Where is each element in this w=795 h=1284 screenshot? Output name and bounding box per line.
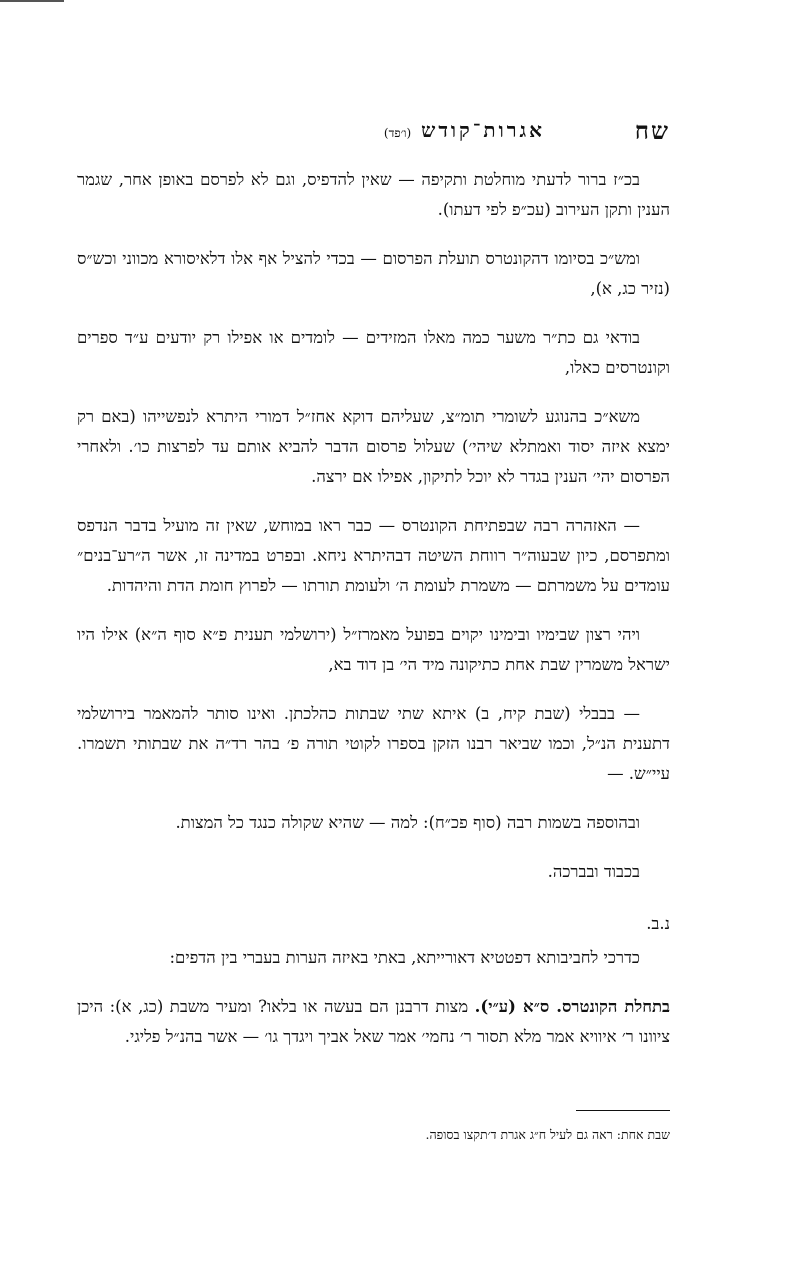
running-title	[384, 118, 545, 143]
paragraph: משא״כ בהנוגע לשומרי תומ״צ, שעליהם דוקא אחז״ל דמורי היתרא לנפשייהו (באם רק ימצא איזה יסוד ואמתלא שיהי׳) שעלול פרסום הדבר להביא אותם עד לפרצות כו׳. ולאחרי הפרסום יהי׳ הענין בגדר לא יוכל לתיקון, אפילו אם ירצה.	[77, 407, 670, 486]
paragraph: ויהי רצון שבימיו ובימינו יקוים בפועל מאמרז״ל (ירושלמי תענית פ״א סוף ה״א) אילו היו ישראל משמרין שבת אחת כתיקונה מיד הי׳ בן דוד בא,	[77, 625, 670, 674]
paragraph: — האזהרה רבה שבפתיחת הקונטרס — כבר ראו במוחש, שאין זה מועיל בדבר הנדפס ומתפרסם, כיון שבעוה״ר רווחת השיטה דבהיתרא ניחא. ובפרט במדינה זו, אשר ה״רע־בנים״ עומדים על משמרתם — משמרת לעומת ה׳ ולעומת תורתו — לפרוץ חומת הדת והיהדות.	[77, 516, 670, 595]
closing-salutation: בכבוד ובברכה.	[547, 862, 640, 881]
postscript-intro: כדרכי לחביבותא דפטטיא דאורייתא, באתי באיזה הערות בעברי בין הדפים:	[169, 948, 640, 967]
footnote: שבת אחת: ראה גם לעיל ח״ג אגרת ד׳תקצו בסופה.	[425, 1127, 670, 1142]
paragraph: ובהוספה בשמות רבה (סוף פכ״ח): למה — שהיא שקולה כנגד כל המצות.	[175, 813, 640, 832]
paragraph: בודאי גם כת״ר משער כמה מאלו המזידים — לומדים או אפילו רק יודעים ע״ד ספרים וקונטרסים כאלו,	[77, 328, 670, 377]
paragraph: — בבבלי (שבת קיח, ב) איתא שתי שבתות כהלכתן. ואינו סותר להמאמר בירושלמי דתענית הנ״ל, וכמו שביאר רבנו הזקן בספרו לקוטי תורה פ׳ בהר רד״ה את שבתותי תשמרו. עיי״ש. —	[77, 704, 670, 783]
letter-body	[77, 165, 670, 1071]
page-number: שח	[634, 116, 670, 145]
paragraph: בכ״ז ברור לדעתי מוחלטת ותקיפה — שאין להדפיס, וגם לא לפרסם באופן אחר, שגמר הענין ותקן העירוב (עכ״פ לפי דעתו).	[77, 170, 670, 219]
note-lead: בתחלת הקונטרס. ס״א (ע״י).	[474, 997, 670, 1016]
paragraph: ומש״כ בסיומו דהקונטרס תועלת הפרסום — בכדי להציל אף אלו דלאיסורא מכווני וכש״ס (נזיר כג, א),	[77, 249, 670, 298]
note-text: מצות דרבנן הם בעשה או בלאו? ומעיר משבת (כג, א): היכן ציוונו ר׳ איוויא אמר מלא תסור ר׳ נחמי׳ אמר שאל אביך ויגדך גו׳ — אשר בהנ״ל פליגי.	[77, 997, 670, 1046]
page-header	[270, 116, 670, 148]
postscript-label: נ.ב.	[646, 914, 670, 933]
volume-note: (ו׳פד)	[383, 126, 412, 140]
running-title-text: אגרות־קודש	[421, 118, 545, 142]
footnote-divider	[576, 1110, 670, 1111]
scan-edge-mark	[0, 0, 64, 5]
postscript-note	[77, 992, 670, 1052]
